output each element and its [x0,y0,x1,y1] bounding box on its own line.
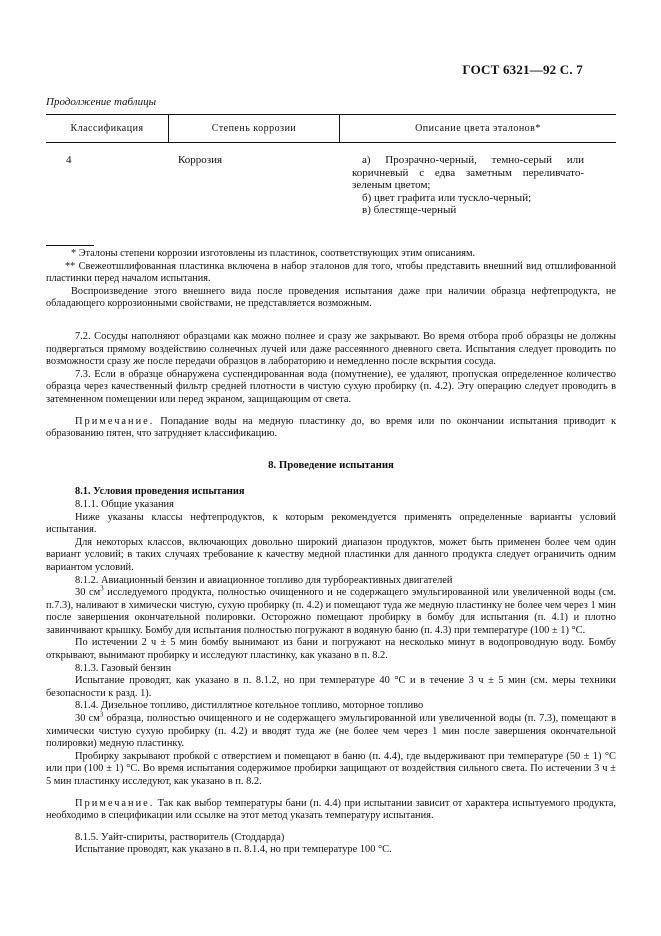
text-fragment: 30 см [75,713,100,725]
paragraph-diesel-1 [46,710,616,751]
cell-description [338,143,616,217]
description-item-a: а) Прозрачно-черный, темно-серый или коричневый с едва заметным переливчато-зеленым цветом; [352,154,584,191]
table-header [46,115,616,143]
footnote-note: Воспроизведение этого внешнего вида после проведения испытания даже при наличии образца нефтепродукта, не обладающего коррозионными свойствами, не представляется возможным. [46,285,616,310]
paragraph-intro-2: Для некоторых классов, включающих довольно широкий диапазон продуктов, может быть применен более чем один вариант условий; в таких случаях требование к качеству медной пластинки для данного продукта следует ограничить одним вариантом условий. [46,536,616,573]
heading-8-1: 8.1. Условия проведения испытания [75,486,245,498]
page-header: ГОСТ 6321—92 С. 7 [462,62,583,77]
paragraph-white-spirit: Испытание проводят, как указано в п. 8.1.4, но при температуре 100 °С. [75,844,392,856]
paragraph-diesel-2: Пробирку закрывают пробкой с отверстием и помещают в баню (п. 4.4), где выдерживают при температуре (50 ± 1) °С или при (100 ± 1) °С. Во время испытания содержимое пробирки защищают от воздействия сильного света. По истечении 3 ч ± 5 мин пластинку исследуют, как указано в п. 8.2. [46,750,616,787]
note-2 [46,798,616,823]
corrosion-table [46,114,616,217]
heading-8-1-1: 8.1.1. Общие указания [75,498,174,510]
paragraph-aviation-2: По истечении 2 ч ± 5 мин бомбу вынимают из бани и погружают на несколько минут в водопроводную воду. Бомбу открывают, вынимают пробирку и исследуют пластинку, как указано в п. 8.2. [46,637,616,662]
superscript: 3 [99,710,104,719]
text-fragment: исследуемого продукта, полностью очищенного и не содержащего эмульгированной или увеличенной воды (см. п.7.3), наливают в химически чистую, сухую пробирку (п. 4.2) и помещают туда же медную пластинку не более чем через 1 мин после завершения окончательной полировки. Осторожно помещают пробирку в бомбу для испытания (п. 4.1) и плотно завинчивают крышку. Бомбу для испытания полностью погружают в водяную баню (п. 4.3) при температуре (100 ± 1) °С. [46,587,616,636]
note-text: Так как выбор температуры бани (п. 4.4) при испытании зависит от характера испытуемого продукта, необходимо в спецификации или ссылке на этот метод указать температуру испытания. [46,797,616,822]
section-8-title: 8. Проведение испытания [268,458,394,471]
heading-8-1-2: 8.1.2. Авиационный бензин и авиационное топливо для турбореактивных двигателей [75,574,453,586]
heading-8-1-4: 8.1.4. Дизельное топливо, дистиллятное котельное топливо, моторное топливо [75,700,424,712]
superscript: 3 [100,584,104,593]
cell-classification: 4 [66,154,72,166]
column-header-degree: Степень коррозии [169,115,340,142]
heading-8-1-3: 8.1.3. Газовый бензин [75,662,172,674]
note-1 [46,416,616,441]
text-fragment: 30 см [75,587,101,599]
paragraph-7-2: 7.2. Сосуды наполняют образцами как можно полнее и сразу же закрывают. Во время отбора проб образцы не должны подвергаться прямому воздействию солнечных лучей или даже рассеянного дневного света. Испытания следует проводить по возможности сразу же после передачи образцов в лабораторию и немедленно после вскрытия сосуда. [46,331,616,368]
paragraph-7-3: 7.3. Если в образце обнаружена суспендированная вода (помутнение), ее удаляют, пропуская определенное количество образца через качественный фильтр средней плотности в чистую сухую пробирку (п. 4.2). Эту операцию следует проводить в затемненном помещении или перед экраном, защищающим от света. [46,368,616,405]
footnote-divider [46,245,94,246]
main-text [46,331,616,857]
text-fragment: образца, полностью очищенного и не содержащего эмульгированной или увеличенной воды (п. 7.3), помещают в химически чистую сухую пробирку (п. 4.2) и вводят туда же (не более чем через 1 мин после завершения окончательной полировки) медную пластинку. [46,713,616,750]
table-continuation-label: Продолжение таблицы [46,96,157,108]
cell-degree: Коррозия [178,154,223,166]
note-label: Примечание. [75,797,155,809]
heading-8-1-5: 8.1.5. Уайт-спириты, растворитель (Стоддарда) [75,831,285,843]
paragraph-intro-1: Ниже указаны классы нефтепродуктов, к которым рекомендуется применять определенные варианты условий испытания. [46,511,616,536]
column-header-description: Описание цвета эталонов* [415,123,541,134]
paragraph-aviation-1 [46,584,616,637]
footnote-2: ** Свежеотшлифованная пластинка включена в набор эталонов для того, чтобы представить внешний вид отшлифованной пластинки перед началом испытания. [46,260,616,285]
paragraph-gas: Испытание проводят, как указано в п. 8.1.2, но при температуре 40 °С и в течение 3 ч ± 5 мин (см. меры техники безопасности к разд. 1). [46,675,616,699]
note-label: Примечание. [75,415,155,427]
note-text: Попадание воды на медную пластинку до, во время или по окончании испытания приводит к образованию пятен, что затрудняет классификацию. [46,415,616,440]
column-header-classification: Классификация [46,115,169,142]
table-row [46,143,616,217]
description-item-b: б) цвет графита или тускло-черный; [362,191,532,204]
footnote-1: * Эталоны степени коррозии изготовлены из пластинок, соответствующих этим описаниям. [71,248,476,259]
footnotes [46,248,616,311]
description-item-c: в) блестяще-черный [362,204,457,216]
